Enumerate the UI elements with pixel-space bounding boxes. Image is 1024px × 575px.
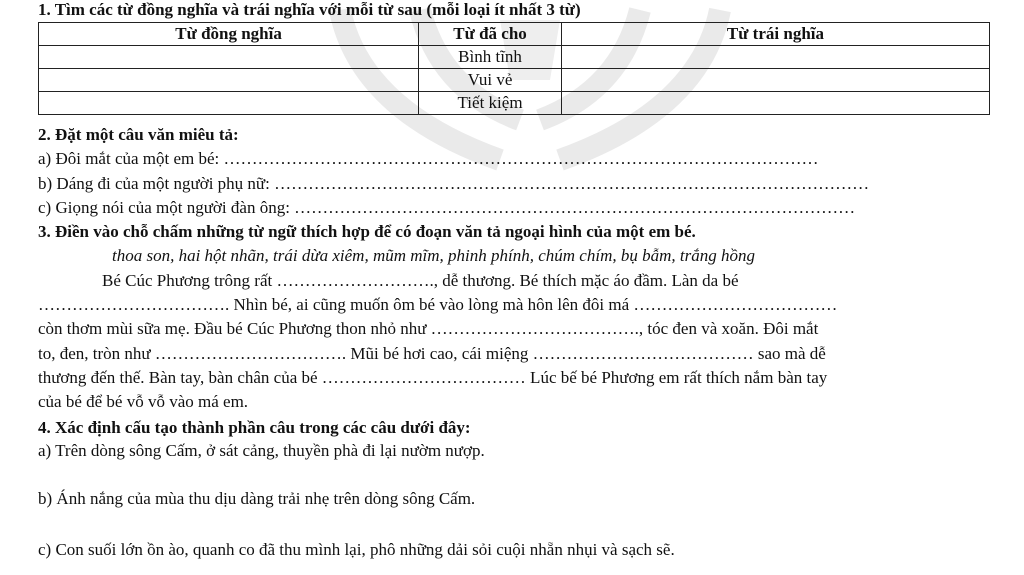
answer-blank[interactable]: …………………………………………………………………………………………… <box>223 149 819 168</box>
q3-paragraph-line: ……………………………. Nhìn bé, ai cũng muốn ôm bé vào lòng mà hôn lên đôi má ……………………………… <box>38 295 838 314</box>
synonym-cell[interactable] <box>39 92 419 115</box>
q3-paragraph-line: thương đến thế. Bàn tay, bàn chân của bé ……………………………… Lúc bế bé Phương em rất thích nắm bàn tay <box>38 368 828 387</box>
q2-item-label: c) Giọng nói của một người đàn ông: <box>38 198 290 217</box>
antonym-cell[interactable] <box>561 92 989 115</box>
q3-word-bank: thoa son, hai hột nhãn, trái dừa xiêm, mũm mĩm, phinh phính, chúm chím, bụ bẫm, trắng hồng <box>112 246 755 265</box>
header-synonyms: Từ đồng nghĩa <box>39 23 419 46</box>
q4-item-c: c) Con suối lớn ồn ào, quanh co đã thu mình lại, phô những dải sỏi cuội nhẵn nhụi và sạch sẽ. <box>38 540 675 559</box>
q2-item-a <box>38 149 819 169</box>
q2-item-label: b) Dáng đi của một người phụ nữ: <box>38 174 270 193</box>
table-header-row <box>39 23 990 46</box>
header-given-word: Từ đã cho <box>419 23 562 46</box>
q4-item-b: b) Ánh nắng của mùa thu dịu dàng trải nhẹ trên dòng sông Cấm. <box>38 489 476 508</box>
q3-paragraph-line: to, đen, tròn như ……………………………. Mũi bé hơi cao, cái miệng ………………………………… sao mà dễ <box>38 344 826 363</box>
header-antonyms: Từ trái nghĩa <box>561 23 989 46</box>
given-word-cell: Tiết kiệm <box>419 92 562 115</box>
q2-item-b <box>38 174 869 194</box>
table-row <box>39 46 990 69</box>
synonym-cell[interactable] <box>39 46 419 69</box>
synonym-cell[interactable] <box>39 69 419 92</box>
q3-paragraph-line: còn thơm mùi sữa mẹ. Đầu bé Cúc Phương thon nhỏ như ………………………………., tóc đen và xoăn. Đôi mắt <box>38 319 819 338</box>
table-row <box>39 69 990 92</box>
q3-title: 3. Điền vào chỗ chấm những từ ngữ thích hợp để có đoạn văn tả ngoại hình của một em bé. <box>38 222 696 241</box>
q1-title: 1. Tìm các từ đồng nghĩa và trái nghĩa với mỗi từ sau (mỗi loại ít nhất 3 từ) <box>38 0 581 19</box>
q2-title: 2. Đặt một câu văn miêu tả: <box>38 125 239 144</box>
synonym-antonym-table <box>38 22 990 115</box>
q3-paragraph-line: của bé để bé vỗ vỗ vào má em. <box>38 392 249 411</box>
answer-blank[interactable]: ……………………………………………………………………………………… <box>294 198 856 217</box>
q3-paragraph-line: Bé Cúc Phương trông rất ………………………., dễ thương. Bé thích mặc áo đầm. Làn da bé <box>102 271 739 290</box>
table-row <box>39 92 990 115</box>
q4-item-a: a) Trên dòng sông Cấm, ở sát cảng, thuyền phà đi lại nườm nượp. <box>38 441 485 460</box>
given-word-cell: Bình tĩnh <box>419 46 562 69</box>
antonym-cell[interactable] <box>561 69 989 92</box>
q4-title: 4. Xác định cấu tạo thành phần câu trong các câu dưới đây: <box>38 418 471 437</box>
q2-item-c <box>38 198 855 218</box>
q2-item-label: a) Đôi mắt của một em bé: <box>38 149 220 168</box>
given-word-cell: Vui vẻ <box>419 69 562 92</box>
antonym-cell[interactable] <box>561 46 989 69</box>
answer-blank[interactable]: …………………………………………………………………………………………… <box>274 174 870 193</box>
